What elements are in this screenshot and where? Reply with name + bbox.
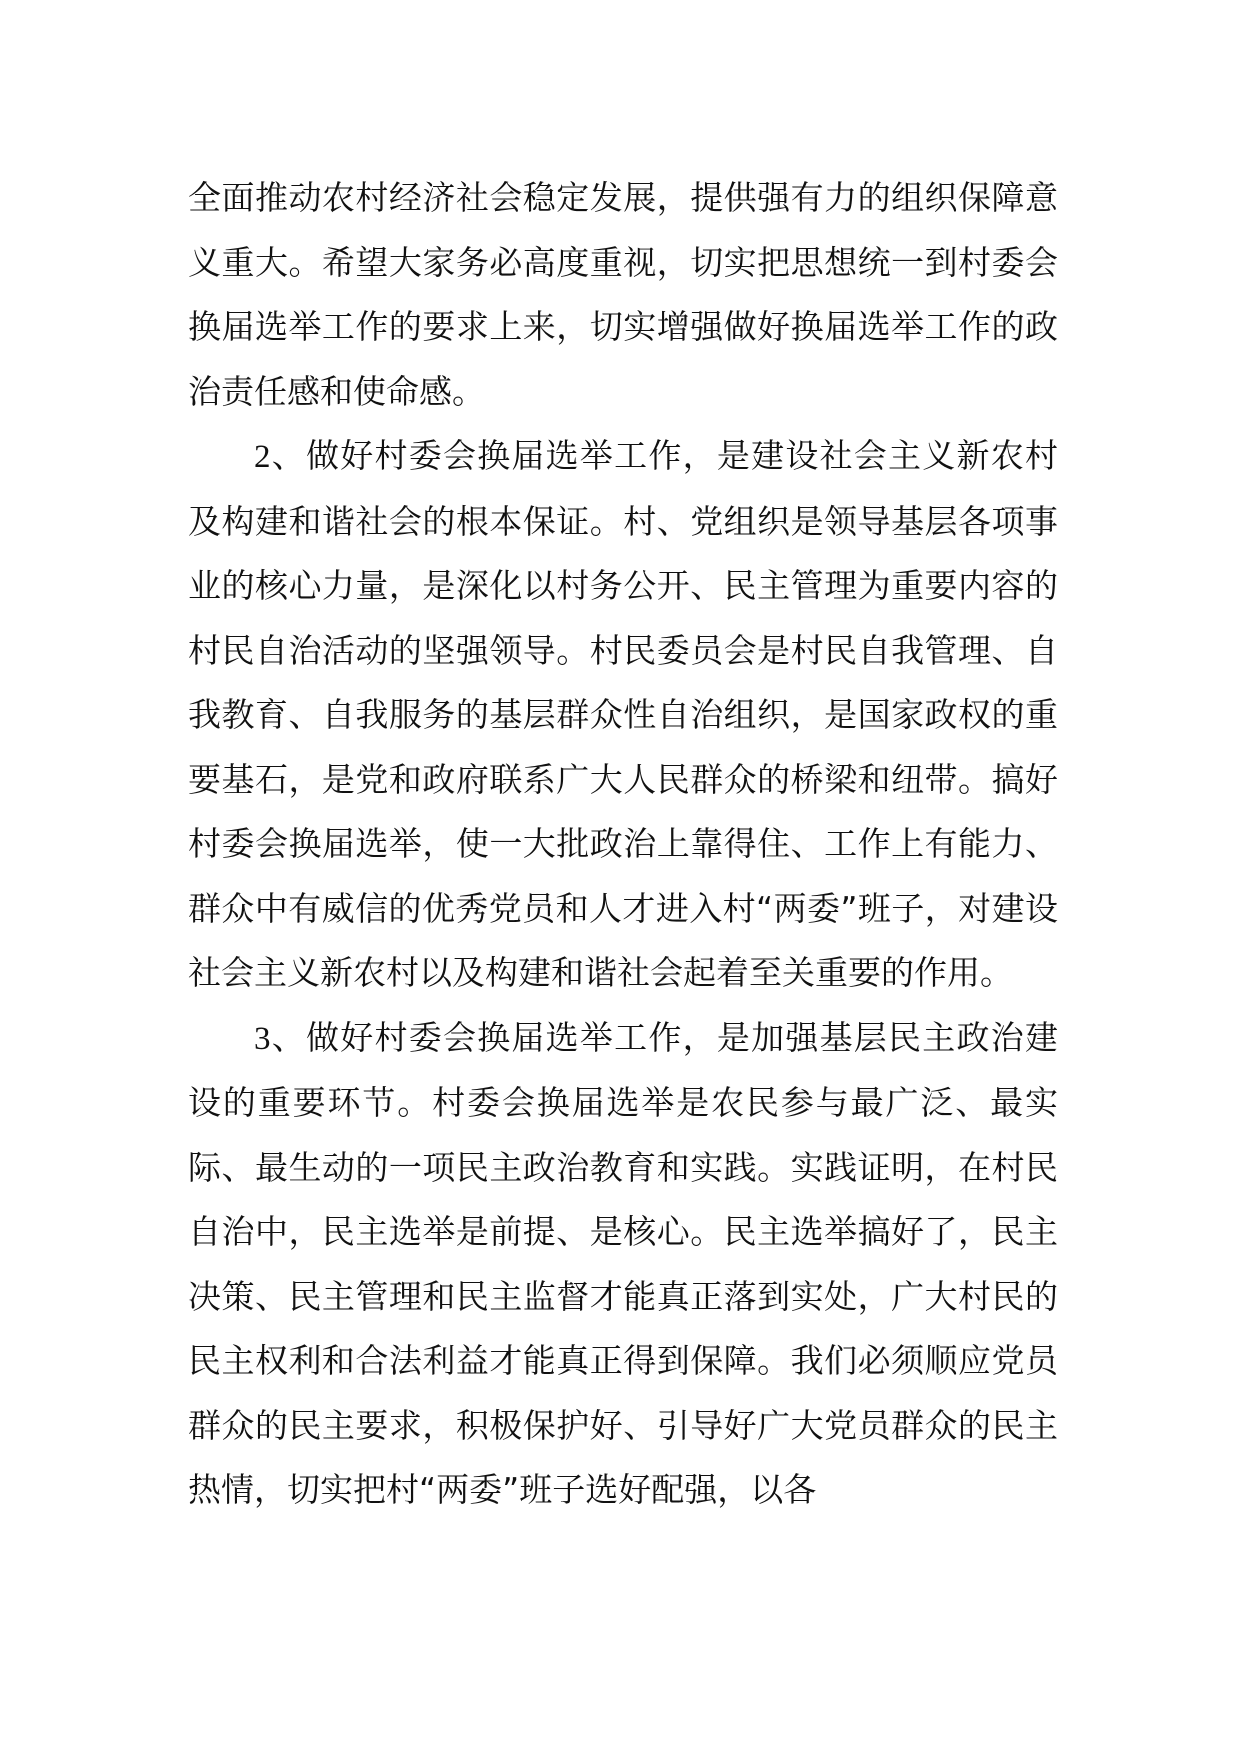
paragraph-2-number: 2、 <box>254 439 306 475</box>
paragraph-2-text: 做好村委会换届选举工作，是建设社会主义新农村及构建和谐社会的根本保证。村、党组织是领导基层各项事业的核心力量，是深化以村务公开、民主管理为重要内容的村民自治活动的坚强领导。村民委员会是村民自我管理、自我教育、自我服务的基层群众性自治组织，是国家政权的重要基石，是党和政府联系广大人民群众的桥梁和纽带。搞好村委会换届选举，使一大批政治上靠得住、工作上有能力、群众中有威信的优秀党员和人才进入村“两委”班子，对建设社会主义新农村以及构建和谐社会起着至关重要的作用。 <box>188 436 1059 992</box>
paragraph-3 <box>188 1006 1058 1523</box>
paragraph-1 <box>188 166 1058 424</box>
paragraph-2 <box>188 424 1058 1006</box>
body-text <box>188 166 1058 1523</box>
paragraph-3-text: 做好村委会换届选举工作，是加强基层民主政治建设的重要环节。村委会换届选举是农民参与最广泛、最实际、最生动的一项民主政治教育和实践。实践证明，在村民自治中，民主选举是前提、是核心。民主选举搞好了，民主决策、民主管理和民主监督才能真正落到实处，广大村民的民主权利和合法利益才能真正得到保障。我们必须顺应党员群众的民主要求，积极保护好、引导好广大党员群众的民主热情，切实把村“两委”班子选好配强，以各 <box>188 1017 1059 1509</box>
paragraph-1-text: 全面推动农村经济社会稳定发展，提供强有力的组织保障意义重大。希望大家务必高度重视，切实把思想统一到村委会换届选举工作的要求上来，切实增强做好换届选举工作的政治责任感和使命感。 <box>188 178 1058 411</box>
paragraph-3-number: 3、 <box>254 1020 306 1057</box>
